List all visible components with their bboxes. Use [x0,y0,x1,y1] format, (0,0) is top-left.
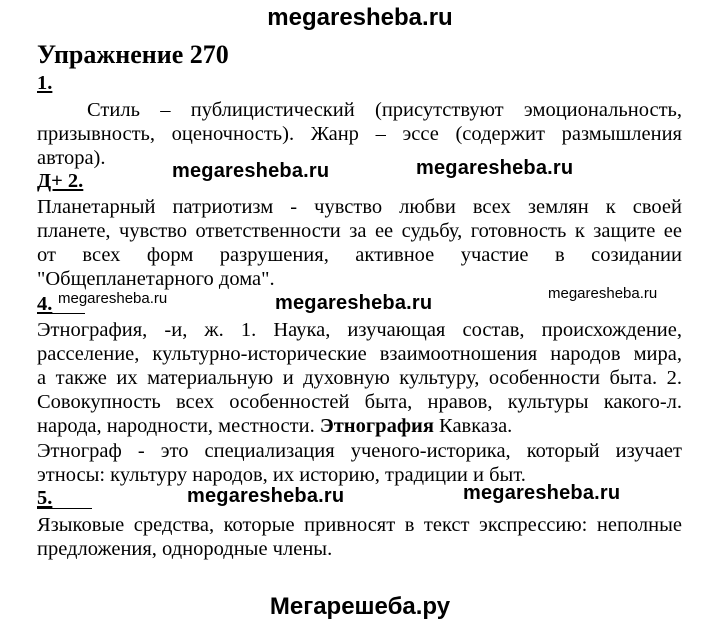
section-2-line-4: "Общепланетарного дома". [37,268,275,290]
section-1-line-3: автора). [37,147,106,169]
section-4-line-5-text: народа, народности, местности. [37,415,320,437]
footer-watermark: Мегарешеба.ру [269,593,451,620]
section-1-line-1: Стиль – публицистический (присутствуют эмоциональность, [87,99,682,121]
section-4-line-1: Этнография, -и, ж. 1. Наука, изучающая состав, происхождение, [37,319,682,341]
section-1-label: 1. [37,72,53,94]
section-1-line-2: призывность, оценочность). Жанр – эссе (содержит размышления [37,123,682,145]
section-4-line-2: расселение, культурно-исторические взаимоотношения народов мира, [37,343,682,365]
section-4-line-5-tail: Кавказа. [433,415,513,437]
section-4-line-5 [37,414,682,438]
section-5-line-2: предложения, однородные члены. [37,538,333,560]
section-4-bold-term: Этнография [319,415,434,437]
section-4-line-4: Совокупность всех особенностей быта, нравов, культуры какого-л. [37,391,682,413]
section-4-line-3: а также их материальную и духовную культуру, особенности быта. 2. [37,367,682,389]
section-5-line-1: Языковые средства, которые привносят в текст экспрессию: неполные [37,514,682,536]
section-5-label: 5. [37,487,53,509]
section-4-label: 4. [37,293,53,315]
section-2-line-3: от всех форм разрушения, активное участие в созидании [37,244,682,266]
watermark: megaresheba.ru [275,292,433,314]
section-5-underline [37,508,92,509]
watermark: megaresheba.ru [463,482,621,504]
watermark: megaresheba.ru [187,485,345,507]
section-4-line-6: Этнограф - это специализация ученого-историка, который изучает [37,440,682,462]
watermark: megaresheba.ru [58,290,168,307]
watermark: megaresheba.ru [172,160,330,182]
watermark: megaresheba.ru [548,285,658,302]
section-2-line-2: планете, чувство ответственности за ее судьбу, готовность к защите ее [37,220,682,242]
section-4-underline [37,313,85,314]
section-2-label: Д+ 2. [37,170,84,192]
exercise-title: Упражнение 270 [37,40,229,69]
watermark: megaresheba.ru [416,157,574,179]
section-4-line-7: этносы: культуру народов, их историю, традиции и быт. [37,464,526,486]
section-2-line-1: Планетарный патриотизм - чувство любви всех землян к своей [37,196,682,218]
header-watermark: megaresheba.ru [267,4,453,31]
